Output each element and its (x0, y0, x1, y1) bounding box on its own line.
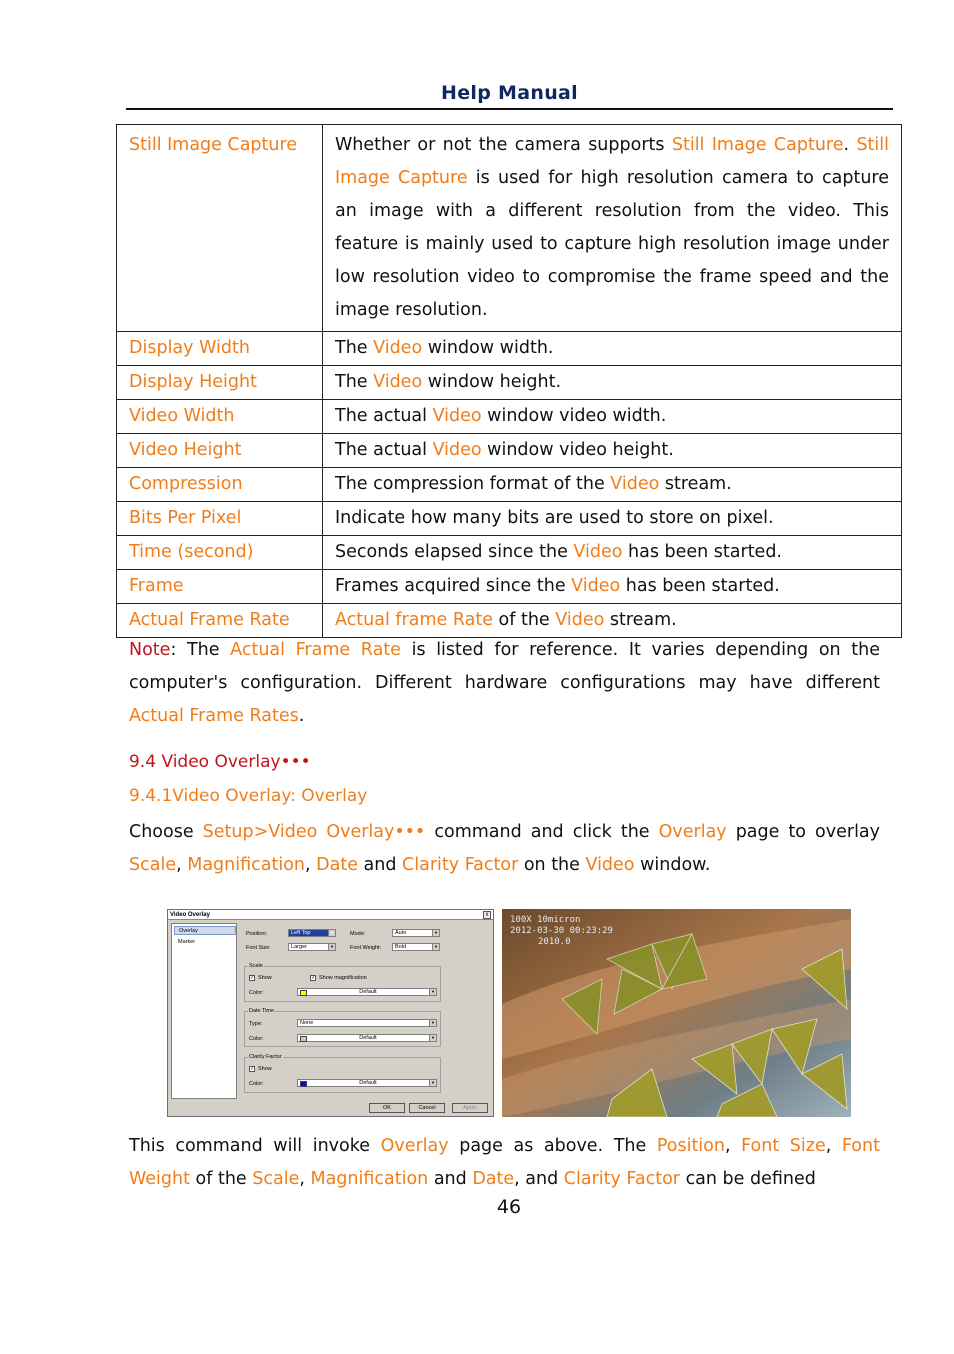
scale-group: Scale ✓ Show ✓ Show magnification Color: Default ▼ (244, 966, 441, 1002)
list-item-overlay[interactable]: Overlay (174, 926, 236, 935)
chevron-down-icon: ▼ (432, 930, 439, 936)
property-name: Bits Per Pixel (117, 502, 323, 536)
list-item-marker[interactable]: Marker (178, 939, 196, 945)
table-row (117, 570, 902, 604)
note-paragraph: Note: The Actual Frame Rate is listed for reference. It varies depending on the computer's configuration. Different hardware configurations may have different Actual Frame Rates. (129, 640, 881, 726)
date-color-select[interactable]: Default ▼ (297, 1034, 437, 1042)
font-size-select[interactable]: Larger ▼ (288, 943, 336, 951)
show-magnification-checkbox[interactable]: ✓ (311, 975, 316, 981)
properties-table (116, 124, 902, 638)
property-description: Frames acquired since the Video has been started. (323, 570, 902, 604)
property-description: The actual Video window video height. (323, 434, 902, 468)
date-type-select[interactable]: None ▼ (297, 1019, 437, 1027)
property-description: Indicate how many bits are used to store on pixel. (323, 502, 902, 536)
chevron-down-icon: ▼ (328, 944, 335, 950)
property-description: The compression format of the Video stream. (323, 468, 902, 502)
cancel-button[interactable]: Cancel (409, 1103, 445, 1113)
clarity-show-checkbox[interactable]: ✓ (250, 1066, 255, 1072)
chevron-down-icon: ▼ (432, 944, 439, 950)
font-weight-select[interactable]: Bold ▼ (392, 943, 440, 951)
property-name: Actual Frame Rate (117, 604, 323, 638)
overlay-text: 100X 10micron 2012-03-30 00:23:29 2010.0 (510, 915, 613, 947)
table-row (117, 536, 902, 570)
term-still-image-capture: Still Image Capture (671, 135, 844, 155)
table-row (117, 125, 902, 332)
table-row (117, 604, 902, 638)
property-name: Still Image Capture (117, 125, 323, 332)
property-name: Display Height (117, 366, 323, 400)
microscope-image (502, 909, 851, 1117)
font-weight-label: Font Weight: (350, 945, 382, 951)
description-paragraph: This command will invoke Overlay page as above. The Position, Font Size, Font Weight of the Scale, Magnification and Date, and Clarity Factor can be defined (129, 1136, 880, 1189)
table-row (117, 434, 902, 468)
font-size-label: Font Size: (246, 945, 271, 951)
property-name: Video Height (117, 434, 323, 468)
page-header: Help Manual (126, 82, 893, 110)
date-time-group: Date Time Type: None ▼ Color: Default ▼ (244, 1011, 441, 1047)
property-description: Actual frame Rate of the Video stream. (323, 604, 902, 638)
page-number: 46 (496, 1196, 522, 1218)
table-row (117, 366, 902, 400)
subsection-heading: 9.4.1Video Overlay: Overlay (129, 786, 368, 806)
chevron-down-icon: ▼ (328, 930, 335, 936)
video-overlay-dialog-screenshot (167, 909, 494, 1117)
chevron-down-icon: ▼ (429, 1080, 436, 1086)
mode-label: Mode: (350, 931, 366, 937)
dialog-title: Video Overlay (168, 910, 493, 920)
instruction-paragraph: Choose Setup>Video Overlay••• command and click the Overlay page to overlay Scale, Magnification, Date and Clarity Factor on the Video window. (129, 822, 881, 875)
close-icon[interactable]: x (483, 911, 491, 919)
position-select[interactable]: Left Top ▼ (288, 929, 336, 937)
clarity-factor-group: Clarity Factor ✓ Show Color: Default ▼ (244, 1057, 441, 1093)
table-row (117, 400, 902, 434)
property-description: The Video window width. (323, 332, 902, 366)
property-description: Seconds elapsed since the Video has been started. (323, 536, 902, 570)
property-description: The actual Video window video width. (323, 400, 902, 434)
property-name: Time (second) (117, 536, 323, 570)
property-description: Whether or not the camera supports Still Image Capture. Still Image Capture is used for high resolution camera to capture an image with a different resolution from the video. This feature is mainly used to capture high resolution image under low resolution video to compromise the frame speed and the image resolution. (323, 125, 902, 332)
property-name: Display Width (117, 332, 323, 366)
mode-select[interactable]: Auto ▼ (392, 929, 440, 937)
property-description: The Video window height. (323, 366, 902, 400)
apply-button[interactable]: Apply (452, 1103, 488, 1113)
clarity-color-select[interactable]: Default ▼ (297, 1079, 437, 1087)
page-list (171, 923, 237, 1099)
chevron-down-icon: ▼ (429, 989, 436, 995)
scale-color-select[interactable]: Default ▼ (297, 988, 437, 996)
table-row (117, 468, 902, 502)
property-name: Video Width (117, 400, 323, 434)
term-still-image-capture: Still Image Capture (335, 135, 889, 188)
table-row (117, 502, 902, 536)
chevron-down-icon: ▼ (429, 1035, 436, 1041)
ok-button[interactable]: OK (369, 1103, 405, 1113)
show-checkbox[interactable]: ✓ (250, 975, 255, 981)
property-name: Frame (117, 570, 323, 604)
chevron-down-icon: ▼ (429, 1020, 436, 1026)
table-row (117, 332, 902, 366)
section-heading: 9.4 Video Overlay••• (129, 752, 311, 772)
note-label: Note (129, 640, 171, 660)
position-label: Position: (246, 931, 268, 937)
property-name: Compression (117, 468, 323, 502)
